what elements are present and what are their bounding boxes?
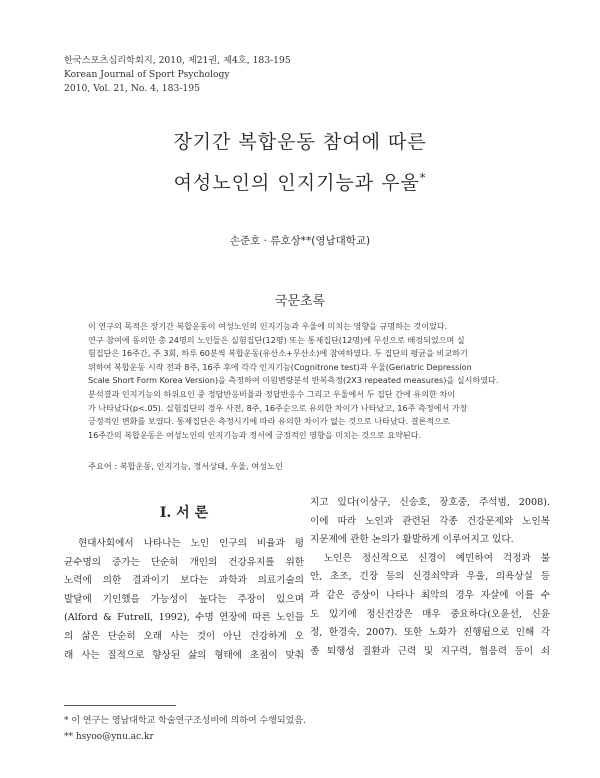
body-line: (Alford & Futrell, 1992), 수명 연장에 따른 노인들 <box>64 612 304 624</box>
footnote-contact-email: ** hsyoo@ynu.ac.kr <box>64 732 154 742</box>
abstract-line: 연구 참여에 동의한 총 24명의 노인들은 실험집단(12명) 또는 통제집단(12명)에 무선으로 배정되었으며 실 <box>88 334 465 345</box>
body-line: 노력에 의한 결과이기 보다는 과학과 의료기술의 <box>64 575 304 587</box>
abstract-body <box>88 320 520 442</box>
journal-english-name: Korean Journal of Sport Psychology <box>64 69 230 80</box>
body-line: 과 같은 증상이 나타나 최악의 경우 자살에 이를 수 <box>310 589 550 601</box>
body-line: 정, 한경숙, 2007). 또한 노화가 진행됨으로 인해 각 <box>310 627 550 639</box>
abstract-line: 위하여 복합운동 시작 전과 8주, 16주 후에 각각 인지기능(Cognitrone test)과 우울(Geriatric Depression <box>88 361 472 372</box>
body-line: 종 퇴행성 질환과 근력 및 지구력, 협응력 등이 쇠 <box>310 645 550 657</box>
body-line: 지문제에 관한 논의가 활발하게 이루어지고 있다. <box>310 534 514 546</box>
title-line-2 <box>0 168 600 195</box>
journal-korean-citation: 한국스포츠심리학회지, 2010, 제21권, 제4호, 183-195 <box>64 55 291 66</box>
abstract-line: 16주간의 복합운동은 여성노인의 인지기능과 정서에 긍정적인 영향을 미치는 것으로 요약된다. <box>88 429 422 440</box>
title-line-1: 장기간 복합운동 참여에 따른 <box>173 131 427 153</box>
footnote-divider <box>64 705 176 706</box>
body-line: 이에 따라 노인과 관련된 각종 건강문제와 노인복 <box>310 515 550 527</box>
abstract-line: 이 연구의 목적은 장기간 복합운동이 여성노인의 인지기능과 우울에 미치는 영향을 규명하는 것이었다. <box>88 321 448 331</box>
footnotes <box>64 713 306 745</box>
footnote-funding: * 이 연구는 영남대학교 학술연구조성비에 의하여 수행되었음. <box>64 716 306 726</box>
abstract-heading: 국문초록 <box>274 294 326 309</box>
abstract-line: 험집단은 16주간, 주 3회, 하루 60분씩 복합운동(유산소+무산소)에 참여하였다. 두 집단의 평균을 비교하기 <box>88 348 468 359</box>
body-line: 균수명의 증가는 단순히 개인의 건강유지를 위한 <box>64 556 304 568</box>
abstract-line: 가 나타났다(p<.05). 실험집단의 경우 사전, 8주, 16주순으로 유의한 차이가 나타났고, 16주 측정에서 가장 <box>88 402 468 413</box>
body-line: 지고 있다(이상구, 신승호, 장호중, 주석범, 2008). <box>310 497 550 508</box>
section-heading-introduction: I. 서 론 <box>159 505 209 521</box>
body-line: 노인은 정신적으로 신경이 예민하여 걱정과 불 <box>324 552 550 564</box>
body-line: 의 삶은 단순히 오래 사는 것이 아닌 건강하게 오 <box>64 630 304 642</box>
right-column <box>310 494 550 661</box>
abstract-line: 긍정적인 변화를 보였다. 통제집단은 측정시기에 따라 유의한 차이가 없는 것으로 나타났다. 결론적으로 <box>88 416 450 427</box>
authors: 손준호 · 류호상**(영남대학교) <box>229 235 371 247</box>
journal-volume-info: 2010, Vol. 21, No. 4, 183-195 <box>64 83 200 94</box>
body-line: 현대사회에서 나타나는 노인 인구의 비율과 평 <box>78 538 304 549</box>
title-footnote-mark: * <box>419 171 427 185</box>
left-column <box>64 535 304 665</box>
body-line: 도 있기에 정신건강은 매우 중요하다(오윤선, 신윤 <box>310 608 550 620</box>
body-line: 래 사는 질적으로 향상된 삶의 형태에 초점이 맞춰 <box>64 649 304 661</box>
journal-info <box>64 54 291 96</box>
body-line: 안, 초조, 긴장 등의 신경쇠약과 우울, 의욕상실 등 <box>310 571 550 583</box>
keywords: 주요어 : 복합운동, 인지기능, 정서상태, 우울, 여성노인 <box>88 461 283 471</box>
body-line: 발달에 기인했을 가능성이 높다는 주장이 있으며 <box>64 593 304 605</box>
abstract-line: Scale Short Form Korea Version)을 측정하여 이원변량분석 반복측정(2X3 repeated measures)을 실시하였다. <box>88 375 499 386</box>
title-line-2-text: 여성노인의 인지기능과 우울 <box>173 172 420 194</box>
abstract-line: 분석결과 인지기능의 하위요인 중 정답반응비율과 정답반응수 그리고 우울에서 두 집단 간에 유의한 차이 <box>88 388 456 399</box>
